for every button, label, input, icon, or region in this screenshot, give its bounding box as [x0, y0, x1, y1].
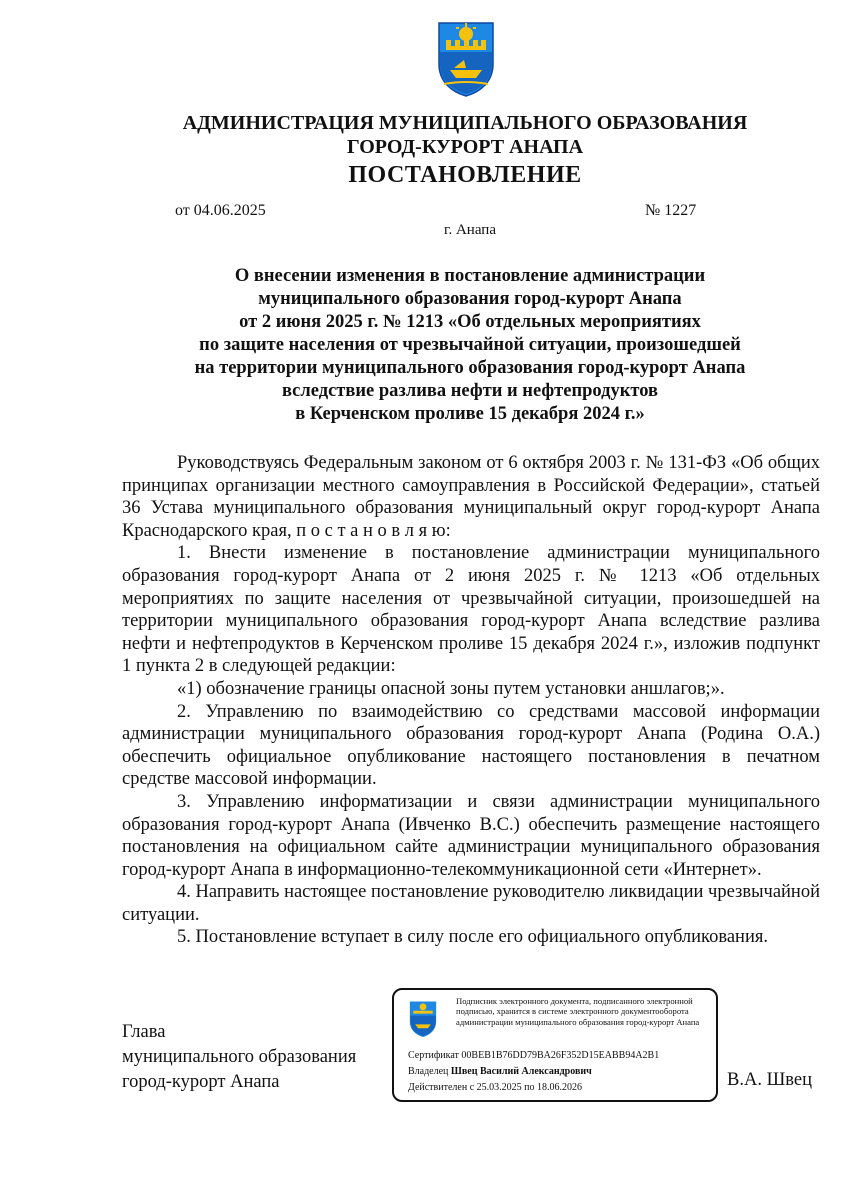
document-title	[0, 265, 860, 426]
validity-line	[408, 1082, 582, 1093]
position-line: город-курорт Анапа	[122, 1072, 280, 1092]
item-1-quote: «1) обозначение границы опасной зоны путем установки аншлагов;».	[177, 678, 725, 699]
document-city: г. Анапа	[444, 222, 496, 238]
stamp-header-text: Подписник электронного документа, подписанного электронной подписью, хранится в системе электронного документооборота администрации муниципального образования город-курорт Анапа	[456, 996, 700, 1027]
item-2-paragraph: 2. Управлению по взаимодействию со средствами массовой информации администрации муниципального образования город-курорт Анапа (Родина О.А.) обеспечить официальное опубликование настоящего постановления в печатном средстве массовой информации.	[122, 701, 820, 790]
valid-to-label: по	[524, 1082, 535, 1093]
position-line: муниципального образования	[122, 1047, 357, 1067]
electronic-signature-stamp	[392, 988, 718, 1102]
owner-line	[408, 1066, 592, 1077]
stamp-emblem-icon	[408, 1000, 438, 1038]
valid-to-value: 18.06.2026	[537, 1082, 583, 1093]
title-line: от 2 июня 2025 г. № 1213 «Об отдельных мероприятиях	[239, 312, 701, 332]
position-line: Глава	[122, 1022, 166, 1042]
document-date: от 04.06.2025	[175, 202, 266, 219]
title-line: на территории муниципального образования город-курорт Анапа	[194, 358, 746, 378]
signatory-position	[122, 1020, 356, 1095]
item-5-paragraph: 5. Постановление вступает в силу после его официального опубликования.	[177, 927, 768, 948]
certificate-line	[408, 1050, 659, 1061]
preamble-paragraph: Руководствуясь Федеральным законом от 6 октября 2003 г. № 131-ФЗ «Об общих принципах организации местного самоуправления в Российской Федерации», статьей 36 Устава муниципального образования муниципальный округ город-курорт Анапа Краснодарского края, п о с т а н о в л я ю:	[122, 453, 820, 541]
title-line: вследствие разлива нефти и нефтепродуктов	[281, 381, 659, 401]
owner-value: Швец Василий Александрович	[450, 1066, 592, 1077]
document-number: № 1227	[645, 202, 697, 219]
item-1-paragraph: 1. Внести изменение в постановление администрации муниципального образования город-курорт Анапа от 2 июня 2025 г. № 1213 «Об отдельных мероприятиях по защите населения от чрезвычайной ситуации, произошедшей на территории муниципального образования город-курорт Анапа вследствие разлива нефти и нефтепродуктов в Керченском проливе 15 декабря 2024 г.», изложив подпункт 1 пункта 2 в следующей редакции:	[122, 543, 820, 677]
organization-name-line2: ГОРОД-КУРОРТ АНАПА	[346, 136, 584, 158]
title-line: муниципального образования город-курорт Анапа	[258, 289, 682, 309]
title-line: по защите населения от чрезвычайной ситуации, произошедшей	[199, 335, 741, 355]
item-4-paragraph: 4. Направить настоящее постановление руководителю ликвидации чрезвычайной ситуации.	[122, 882, 820, 925]
document-type: ПОСТАНОВЛЕНИЕ	[348, 162, 582, 188]
owner-label: Владелец	[408, 1066, 449, 1077]
title-line: в Керченском проливе 15 декабря 2024 г.»	[295, 404, 645, 424]
coat-of-arms-emblem	[436, 20, 496, 98]
certificate-value: 00BEB1B76DD79BA26F352D15EABB94A2B1	[461, 1050, 660, 1061]
organization-name-line1: АДМИНИСТРАЦИЯ МУНИЦИПАЛЬНОГО ОБРАЗОВАНИЯ	[182, 112, 748, 134]
item-3-paragraph: 3. Управлению информатизации и связи администрации муниципального образования город-курорт Анапа (Ивченко В.С.) обеспечить размещение настоящего постановления на официальном сайте администрации муниципального образования город-курорт Анапа в информационно-телекоммуникационной сети «Интернет».	[122, 791, 820, 880]
valid-from-value: 25.03.2025	[476, 1082, 522, 1093]
certificate-label: Сертификат	[408, 1050, 459, 1061]
valid-from-label: Действителен с	[408, 1082, 475, 1093]
signatory-name: В.А. Швец	[727, 1070, 812, 1090]
title-line: О внесении изменения в постановление администрации	[234, 266, 706, 286]
document-body	[122, 452, 820, 949]
